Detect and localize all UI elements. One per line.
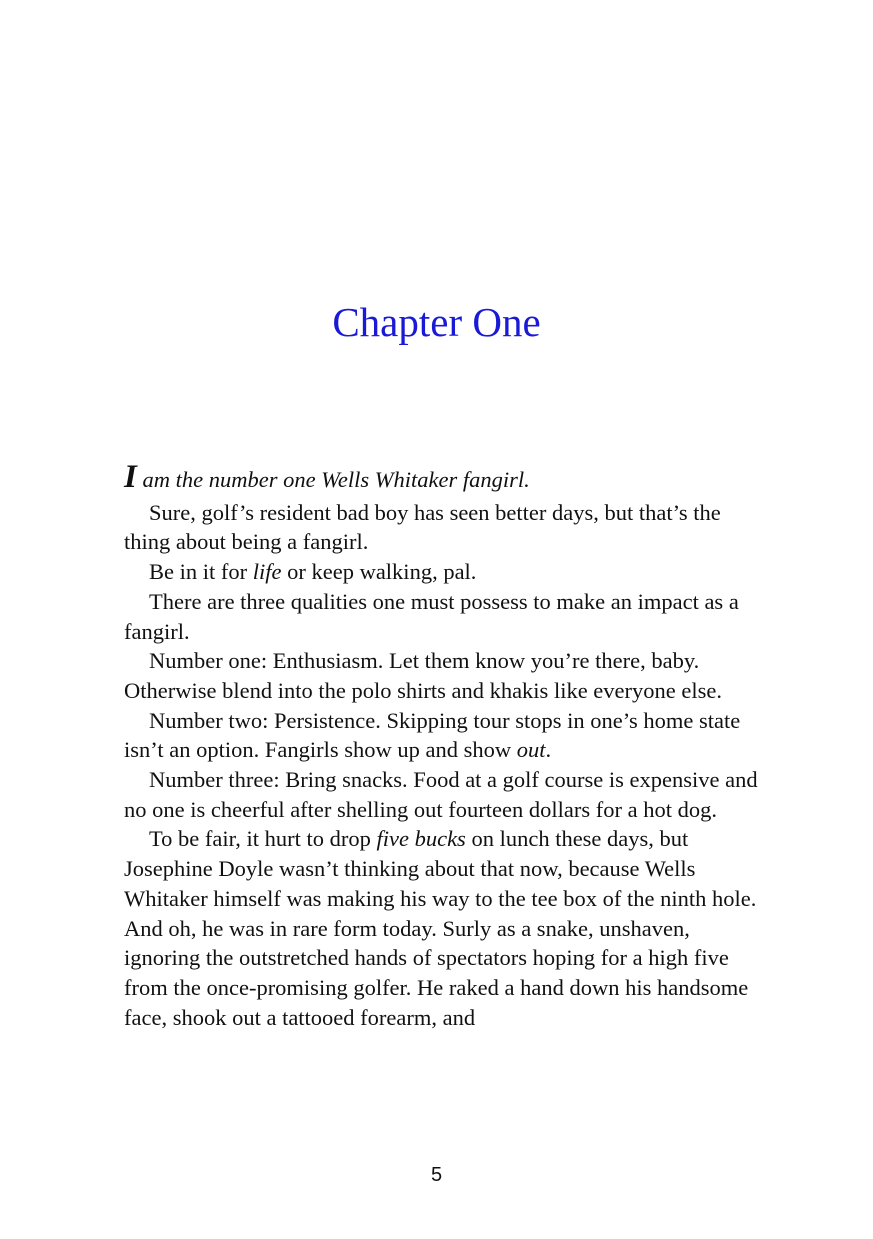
paragraph-2-emphasis: life [252,559,282,585]
chapter-body [124,459,764,1032]
paragraph-7-text-b: on lunch these days, but Josephine Doyle wasn’t thinking about that now, because Wells Whitaker himself was making his way to the tee box of the ninth hole. And oh, he was in rare form today. Surly as a snake, unshaven, ignoring the outstretched hands of spectators hoping for a high five from the once-promising golfer. He raked a hand down his handsome face, shook out a tattooed forearm, and [124,826,757,1030]
page-number: 5 [430,1164,443,1186]
opening-line [124,459,764,495]
paragraph-7 [124,824,764,1032]
paragraph-2-text-a: Be in it for [149,559,253,585]
paragraph-5 [124,706,764,765]
paragraph-4: Number one: Enthusiasm. Let them know you’re there, baby. Otherwise blend into the polo shirts and khakis like everyone else. [124,648,722,703]
paragraph-5-text-b: . [545,737,552,763]
chapter-title: Chapter One [332,299,541,345]
drop-cap: I [124,459,137,495]
paragraph-5-text-a: Number two: Persistence. Skipping tour stops in one’s home state isn’t an option. Fangirls show up and show [124,707,741,763]
paragraph-1: Sure, golf’s resident bad boy has seen better days, but that’s the thing about being a fangirl. [124,499,721,555]
paragraph-7-emphasis: five bucks [376,826,466,852]
paragraph-2 [124,557,764,587]
paragraph-5-emphasis: out [516,737,546,763]
paragraph-7-text-a: To be fair, it hurt to drop [149,826,377,852]
opening-line-text: am the number one Wells Whitaker fangirl. [136,467,530,492]
paragraph-3: There are three qualities one must possess to make an impact as a fangirl. [124,588,739,644]
paragraph-2-text-b: or keep walking, pal. [281,559,477,585]
paragraph-6: Number three: Bring snacks. Food at a golf course is expensive and no one is cheerful after shelling out fourteen dollars for a hot dog. [124,767,758,822]
